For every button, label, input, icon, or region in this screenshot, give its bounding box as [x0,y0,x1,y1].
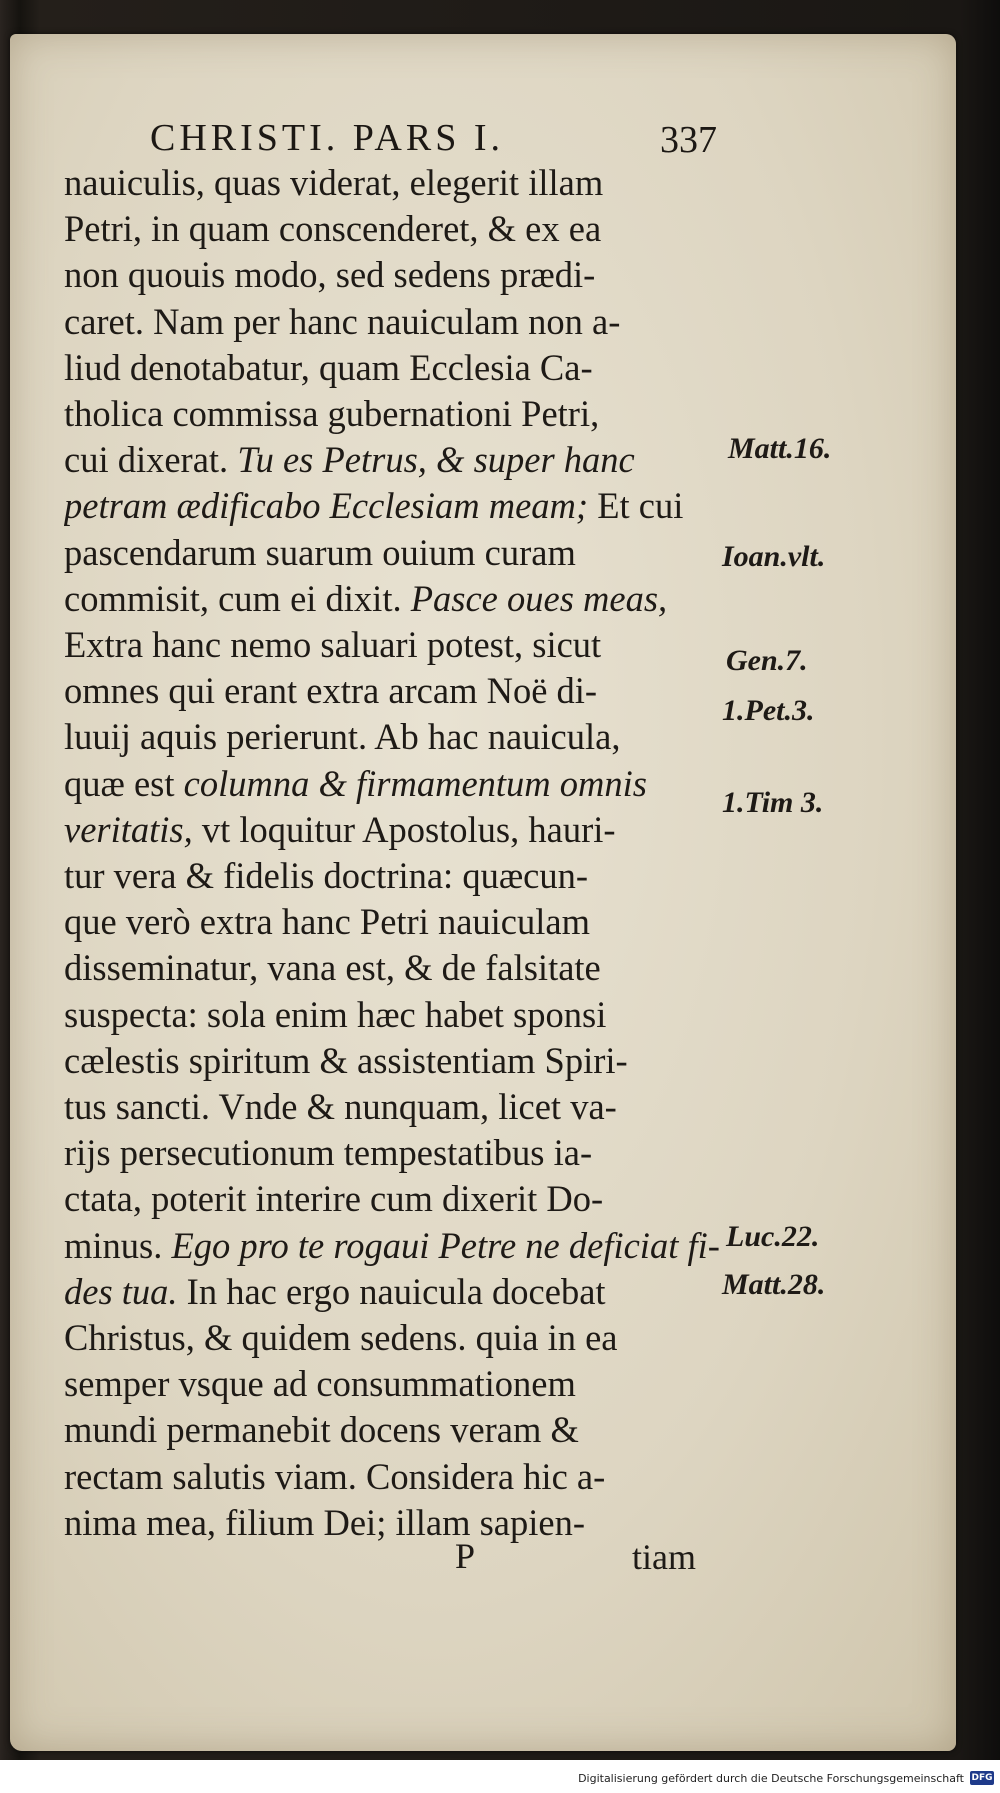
line-text: minus. [64,1224,172,1266]
text-line [64,530,724,576]
body-text [64,160,724,1546]
text-line [64,1038,724,1084]
italic-quotation: Pasce oues meas, [410,577,668,619]
dfg-logo-icon: DFG [971,1773,993,1783]
line-text: pascendarum suarum ouium curam [64,531,576,573]
marginal-reference: Ioan.vlt. [722,540,826,573]
catchword: tiam [632,1537,696,1577]
text-line [64,1176,724,1222]
text-line [64,252,724,298]
line-text: omnes qui erant extra arcam Noë di- [64,670,598,712]
line-text: cui dixerat. [64,439,238,481]
text-line [64,391,724,437]
line-text: Petri, in quam conscenderet, & ex ea [64,208,602,250]
line-text: luuij aquis perierunt. Ab hac nauicula, [64,716,621,758]
line-text: nima mea, filium Dei; illam sapien- [64,1501,585,1543]
text-line [64,668,724,714]
marginal-reference: Gen.7. [726,644,808,677]
text-line [64,299,724,345]
line-text: rectam salutis viam. Considera hic a- [64,1455,606,1497]
text-line [64,1084,724,1130]
line-text: In hac ergo nauicula docebat [177,1270,606,1312]
line-text: ctata, poterit interire cum dixerit Do- [64,1178,604,1220]
line-text: caret. Nam per hanc nauiculam non a- [64,300,621,342]
line-text: Et cui [588,485,684,527]
line-text: tur vera & fidelis doctrina: quæcun- [64,855,589,897]
text-line [64,807,724,853]
marginal-reference: Matt.16. [728,432,832,465]
marginal-reference: Luc.22. [726,1220,820,1253]
italic-quotation: veritatis, [64,808,193,850]
italic-quotation: columna & firmamentum omnis [183,762,647,804]
text-line [64,1454,724,1500]
text-line [64,714,724,760]
text-line [64,853,724,899]
text-line [64,1361,724,1407]
line-text: suspecta: sola enim hæc habet sponsi [64,993,607,1035]
line-text: vt loquitur Apostolus, hauri- [192,808,616,850]
text-line [64,992,724,1038]
line-text: liud denotabatur, quam Ecclesia Ca- [64,346,593,388]
italic-quotation: des tua. [64,1270,178,1312]
line-text: nauiculis, quas viderat, elegerit illam [64,162,604,203]
line-text: quæ est [64,762,184,804]
text-line [64,1269,724,1315]
line-text: tholica commissa gubernationi Petri, [64,393,600,435]
text-line [64,437,724,483]
italic-quotation: Ego pro te rogaui Petre ne deficiat fi- [171,1224,720,1266]
italic-quotation: Tu es Petrus, & super hanc [237,439,635,481]
text-line [64,899,724,945]
text-line [64,1407,724,1453]
line-text: rijs persecutionum tempestatibus ia- [64,1132,593,1174]
text-line [64,1223,724,1269]
marginal-reference: 1.Tim 3. [722,786,824,819]
text-line [64,761,724,807]
text-line [64,622,724,668]
line-text: que verò extra hanc Petri nauiculam [64,901,590,943]
page-number: 337 [660,119,717,161]
line-text: non quouis modo, sed sedens prædi- [64,254,596,296]
line-text: commisit, cum ei dixit. [64,577,411,619]
marginal-reference: 1.Pet.3. [722,694,815,727]
line-text: mundi permanebit docens veram & [64,1409,579,1451]
text-line [64,345,724,391]
text-line [64,483,724,529]
text-line [64,1500,724,1546]
signature-mark: P [455,1536,476,1576]
text-line [64,945,724,991]
digitization-note: Digitalisierung gefördert durch die Deutsche Forschungsgemeinschaft [578,1772,964,1785]
text-line [64,1315,724,1361]
text-line [64,576,724,622]
italic-quotation: petram ædificabo Ecclesiam meam; [64,485,589,527]
line-text: Extra hanc nemo saluari potest, sicut [64,624,602,666]
line-text: semper vsque ad consummationem [64,1363,576,1405]
marginal-reference: Matt.28. [722,1268,826,1301]
line-text: Christus, & quidem sedens. quia in ea [64,1317,618,1359]
line-text: tus sancti. Vnde & nunquam, licet va- [64,1086,617,1128]
text-line [64,206,724,252]
text-line [64,160,724,206]
running-head: CHRISTI. PARS I. [150,117,505,159]
text-line [64,1130,724,1176]
line-text: disseminatur, vana est, & de falsitate [64,947,601,989]
line-text: cælestis spiritum & assistentiam Spiri- [64,1039,628,1081]
